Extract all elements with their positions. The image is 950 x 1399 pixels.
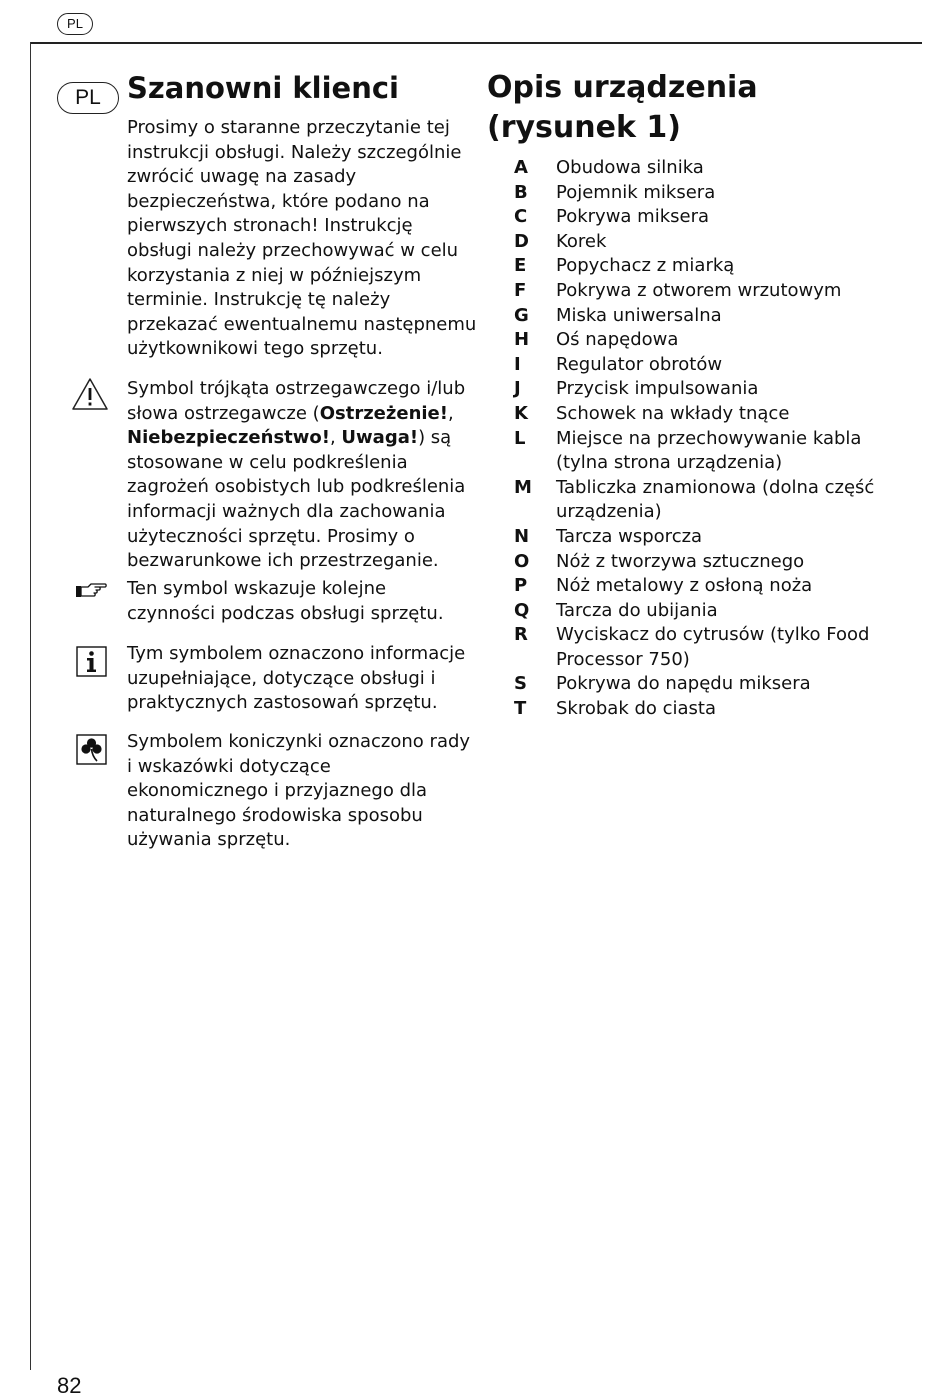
margin-rule (30, 42, 31, 1370)
part-description: Pojemnik miksera (556, 181, 716, 203)
part-letter: N (514, 525, 530, 547)
part-description: Regulator obrotów (556, 353, 723, 375)
part-description: Wyciskacz do cytrusów (tylko Food Processor 750) (556, 624, 870, 670)
page-number: 82 (57, 1373, 82, 1398)
warning-paragraph (127, 377, 477, 574)
part-letter: A (514, 157, 528, 178)
part-description: Nóż metalowy z osłoną noża (556, 575, 813, 597)
parts-list-item (514, 402, 914, 427)
part-letter: C (514, 206, 528, 228)
header-rule (30, 42, 922, 44)
part-letter: L (514, 427, 526, 449)
part-description: Pokrywa z otworem wrzutowym (556, 279, 842, 301)
part-letter: G (514, 304, 529, 326)
section-title-line-1: Opis urządzenia (487, 70, 758, 105)
part-letter: R (514, 624, 528, 646)
part-letter: B (514, 181, 528, 203)
part-letter: K (514, 402, 528, 424)
parts-list-item (514, 353, 914, 378)
parts-list-item (514, 279, 914, 304)
part-letter: H (514, 329, 530, 351)
part-letter: D (514, 230, 529, 252)
part-description: Miska uniwersalna (556, 304, 722, 326)
part-description: Schowek na wkłady tnące (556, 402, 790, 424)
parts-list-item (514, 377, 914, 402)
parts-list-item (514, 525, 914, 550)
parts-list-item (514, 599, 914, 624)
parts-list-item (514, 304, 914, 329)
part-description: Tabliczka znamionowa (dolna część urządzenia) (556, 476, 875, 523)
warning-word-uwaga: Uwaga! (341, 427, 419, 449)
part-letter: M (514, 476, 532, 498)
parts-list-item (514, 672, 914, 697)
parts-list-item (514, 181, 914, 206)
step-paragraph: Ten symbol wskazuje kolejne czynności podczas obsługi sprzętu. (127, 578, 444, 624)
part-description: Korek (556, 230, 607, 252)
warning-triangle-icon (71, 377, 109, 411)
warning-text-4: ) są stosowane w celu podkreślenia zagrożeń osobistych lub podkreślenia informacji ważnych dla zachowania użyteczności sprzętu. Prosimy o bezwarunkowe ich przestrzeganie. (127, 427, 466, 572)
part-description: Tarcza wsporcza (556, 525, 703, 547)
parts-list (514, 156, 914, 722)
part-description: Skrobak do ciasta (556, 698, 717, 720)
warning-text-3: , (329, 427, 342, 449)
parts-list-item (514, 156, 914, 181)
section-language-badge: PL (57, 82, 119, 114)
info-icon (76, 646, 107, 677)
parts-list-item (514, 205, 914, 230)
part-description: Tarcza do ubijania (556, 599, 718, 621)
parts-list-item (514, 476, 914, 525)
right-column (487, 68, 927, 148)
part-letter: I (514, 353, 521, 375)
parts-list-item (514, 254, 914, 279)
part-description: Pokrywa do napędu miksera (556, 673, 811, 695)
section-title-line-2: (rysunek 1) (487, 110, 681, 145)
part-letter: T (514, 698, 527, 720)
intro-paragraph: Prosimy o staranne przeczytanie tej instrukcji obsługi. Należy szczególnie zwrócić uwagę na zasady bezpieczeństwa, które podano na pierwszych stronach! Instrukcję obsługi należy przechowywać w celu korzystania z niej w późniejszym terminie. Instrukcję tę należy przekazać ewentualnemu następnemu użytkownikowi tego sprzętu. (127, 117, 477, 360)
eco-paragraph: Symbolem koniczynki oznaczono rady i wskazówki dotyczące ekonomicznego i przyjaznego dla naturalnego środowiska sposobu używania sprzętu. (127, 731, 471, 851)
part-description: Pokrywa miksera (556, 206, 710, 228)
left-column (127, 68, 477, 108)
warning-text-1: Symbol trójkąta ostrzegawczego i/lub słowa ostrzegawcze ( (127, 378, 466, 424)
part-description: Przycisk impulsowania (556, 378, 759, 400)
warning-word-niebezpieczenstwo: Niebezpieczeństwo! (127, 427, 330, 449)
clover-icon (76, 734, 107, 765)
parts-list-item (514, 623, 914, 672)
warning-word-ostrzezenie: Ostrzeżenie! (319, 402, 448, 424)
part-description: Nóż z tworzywa sztucznego (556, 550, 805, 572)
part-letter: P (514, 575, 528, 597)
part-letter: O (514, 550, 530, 572)
part-letter: F (514, 279, 527, 301)
part-description: Miejsce na przechowywanie kabla (tylna strona urządzenia) (556, 427, 862, 474)
parts-list-item (514, 427, 914, 476)
parts-list-item (514, 230, 914, 255)
part-description: Obudowa silnika (556, 157, 704, 178)
section-title (487, 68, 927, 148)
part-letter: S (514, 673, 527, 695)
info-paragraph: Tym symbolem oznaczono informacje uzupełniające, dotyczące obsługi i praktycznych zastosowań sprzętu. (127, 643, 466, 714)
parts-list-item (514, 550, 914, 575)
part-description: Oś napędowa (556, 329, 679, 351)
parts-list-item (514, 328, 914, 353)
part-letter: J (514, 378, 521, 400)
parts-list-item (514, 697, 914, 722)
part-letter: Q (514, 599, 530, 621)
parts-list-item (514, 574, 914, 599)
warning-text-2: , (447, 402, 454, 424)
part-description: Popychacz z miarką (556, 255, 735, 277)
language-badge: PL (57, 13, 93, 35)
part-letter: E (514, 255, 527, 277)
page-title: Szanowni klienci (127, 71, 399, 105)
pointing-hand-icon (75, 582, 107, 600)
